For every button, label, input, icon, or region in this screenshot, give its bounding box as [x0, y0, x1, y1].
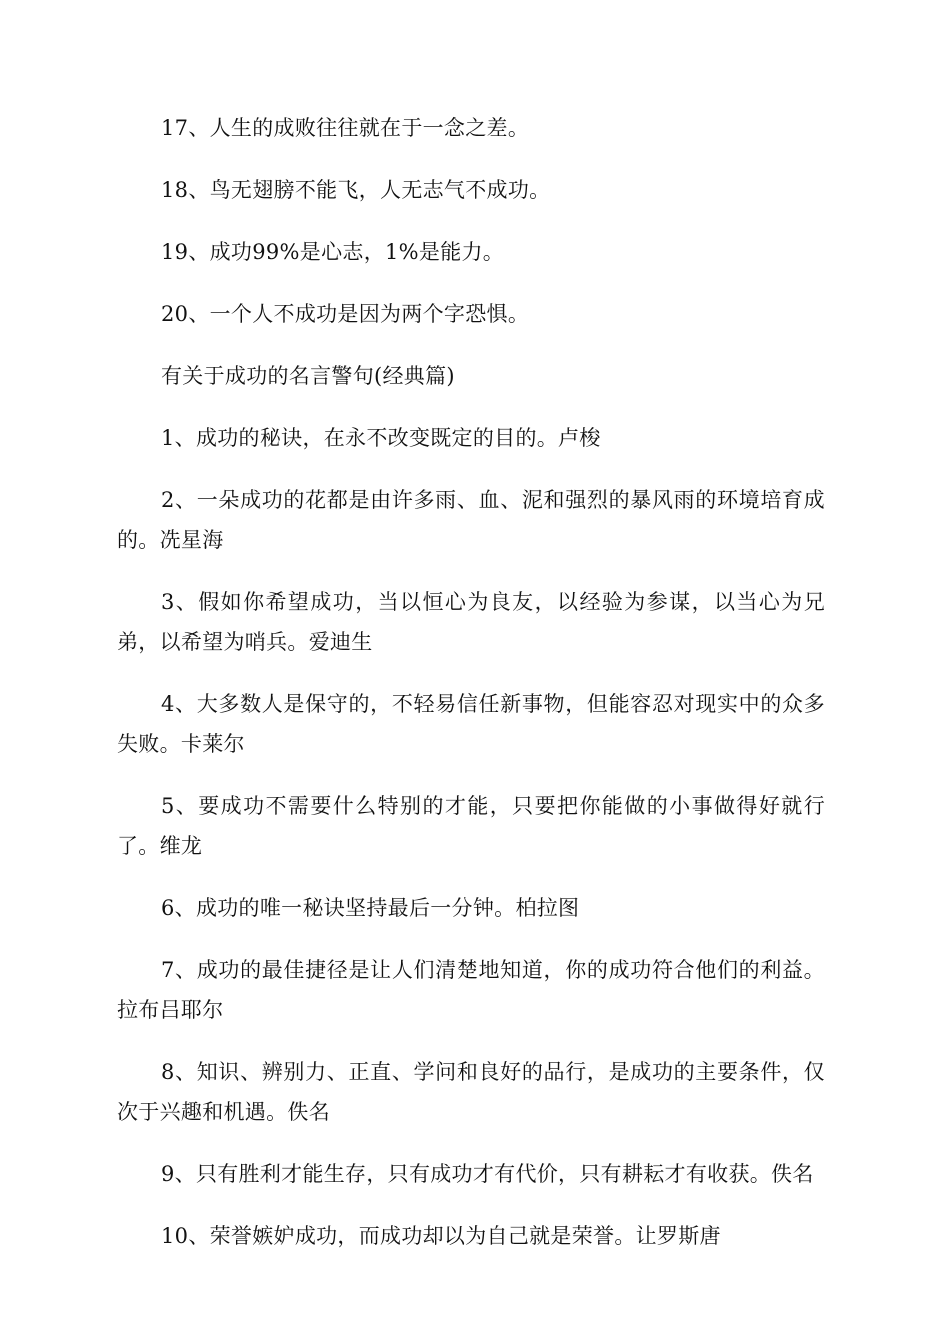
paragraph-quote-2: 2、一朵成功的花都是由许多雨、血、泥和强烈的暴风雨的环境培育成的。冼星海 — [117, 488, 825, 552]
section-heading: 有关于成功的名言警句(经典篇) — [161, 364, 455, 388]
paragraph-quote-4: 4、大多数人是保守的，不轻易信任新事物，但能容忍对现实中的众多失败。卡莱尔 — [117, 692, 825, 756]
paragraph-quote-17: 17、人生的成败往往就在于一念之差。 — [161, 116, 530, 140]
paragraph-quote-6: 6、成功的唯一秘诀坚持最后一分钟。柏拉图 — [161, 896, 580, 920]
paragraph-quote-5: 5、要成功不需要什么特别的才能，只要把你能做的小事做得好就行了。维龙 — [117, 794, 825, 858]
paragraph-quote-7: 7、成功的最佳捷径是让人们清楚地知道，你的成功符合他们的利益。拉布吕耶尔 — [117, 958, 825, 1022]
paragraph-quote-18: 18、鸟无翅膀不能飞，人无志气不成功。 — [161, 178, 551, 202]
paragraph-quote-20: 20、一个人不成功是因为两个字恐惧。 — [161, 302, 530, 326]
paragraph-quote-3: 3、假如你希望成功，当以恒心为良友，以经验为参谋，以当心为兄弟，以希望为哨兵。爱迪生 — [117, 590, 825, 654]
paragraph-quote-1: 1、成功的秘诀，在永不改变既定的目的。卢梭 — [161, 426, 601, 450]
document-body — [117, 108, 825, 1278]
paragraph-quote-9: 9、只有胜利才能生存，只有成功才有代价，只有耕耘才有收获。佚名 — [161, 1162, 814, 1186]
paragraph-quote-8: 8、知识、辨别力、正直、学问和良好的品行，是成功的主要条件，仅次于兴趣和机遇。佚名 — [117, 1060, 825, 1124]
paragraph-quote-19: 19、成功99%是心志，1%是能力。 — [161, 240, 505, 264]
paragraph-quote-10: 10、荣誉嫉妒成功，而成功却以为自己就是荣誉。让罗斯唐 — [161, 1224, 721, 1248]
